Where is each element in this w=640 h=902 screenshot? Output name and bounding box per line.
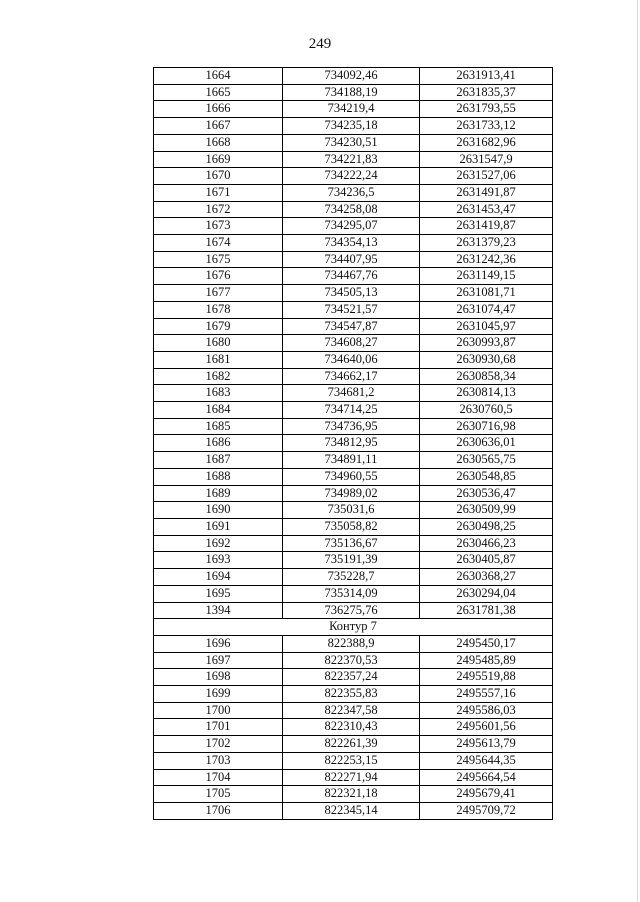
y-coordinate-cell: 2630636,01 [420, 435, 553, 452]
table-row [154, 168, 553, 185]
y-coordinate-cell: 2631547,9 [420, 151, 553, 168]
table-row [154, 686, 553, 703]
x-coordinate-cell: 735031,6 [283, 502, 420, 519]
table-row [154, 118, 553, 135]
x-coordinate-cell: 822370,53 [283, 652, 420, 669]
y-coordinate-cell: 2631682,96 [420, 134, 553, 151]
point-number-cell: 1697 [154, 652, 283, 669]
y-coordinate-cell: 2630930,68 [420, 351, 553, 368]
section-row [154, 619, 553, 636]
x-coordinate-cell: 734521,57 [283, 301, 420, 318]
table-row [154, 368, 553, 385]
point-number-cell: 1683 [154, 385, 283, 402]
point-number-cell: 1698 [154, 669, 283, 686]
point-number-cell: 1694 [154, 569, 283, 586]
y-coordinate-cell: 2630466,23 [420, 535, 553, 552]
y-coordinate-cell: 2630565,75 [420, 452, 553, 469]
y-coordinate-cell: 2631781,38 [420, 602, 553, 619]
table-row [154, 635, 553, 652]
y-coordinate-cell: 2631074,47 [420, 301, 553, 318]
y-coordinate-cell: 2631081,71 [420, 285, 553, 302]
x-coordinate-cell: 734235,18 [283, 118, 420, 135]
table-row [154, 736, 553, 753]
y-coordinate-cell: 2631527,06 [420, 168, 553, 185]
x-coordinate-cell: 734608,27 [283, 335, 420, 352]
point-number-cell: 1676 [154, 268, 283, 285]
x-coordinate-cell: 734736,95 [283, 418, 420, 435]
y-coordinate-cell: 2630993,87 [420, 335, 553, 352]
y-coordinate-cell: 2631379,23 [420, 235, 553, 252]
x-coordinate-cell: 734960,55 [283, 468, 420, 485]
table-row [154, 301, 553, 318]
x-coordinate-cell: 822253,15 [283, 752, 420, 769]
x-coordinate-cell: 734812,95 [283, 435, 420, 452]
y-coordinate-cell: 2495601,56 [420, 719, 553, 736]
table-row [154, 652, 553, 669]
table-row [154, 468, 553, 485]
table-row [154, 218, 553, 235]
y-coordinate-cell: 2495613,79 [420, 736, 553, 753]
point-number-cell: 1678 [154, 301, 283, 318]
table-row [154, 452, 553, 469]
point-number-cell: 1681 [154, 351, 283, 368]
x-coordinate-cell: 822271,94 [283, 769, 420, 786]
x-coordinate-cell: 734295,07 [283, 218, 420, 235]
table-row [154, 151, 553, 168]
point-number-cell: 1705 [154, 786, 283, 803]
point-number-cell: 1699 [154, 686, 283, 703]
x-coordinate-cell: 735228,7 [283, 569, 420, 586]
x-coordinate-cell: 734221,83 [283, 151, 420, 168]
x-coordinate-cell: 736275,76 [283, 602, 420, 619]
point-number-cell: 1690 [154, 502, 283, 519]
y-coordinate-cell: 2630858,34 [420, 368, 553, 385]
table-row [154, 669, 553, 686]
x-coordinate-cell: 734219,4 [283, 101, 420, 118]
point-number-cell: 1682 [154, 368, 283, 385]
x-coordinate-cell: 734354,13 [283, 235, 420, 252]
point-number-cell: 1672 [154, 201, 283, 218]
x-coordinate-cell: 734467,76 [283, 268, 420, 285]
table-row [154, 184, 553, 201]
y-coordinate-cell: 2495586,03 [420, 702, 553, 719]
table-row [154, 68, 553, 85]
table-row [154, 235, 553, 252]
table-row [154, 201, 553, 218]
table-row [154, 719, 553, 736]
y-coordinate-cell: 2631913,41 [420, 68, 553, 85]
x-coordinate-cell: 734681,2 [283, 385, 420, 402]
table-row [154, 569, 553, 586]
y-coordinate-cell: 2495644,35 [420, 752, 553, 769]
table-row [154, 585, 553, 602]
table-row [154, 485, 553, 502]
point-number-cell: 1704 [154, 769, 283, 786]
point-number-cell: 1666 [154, 101, 283, 118]
x-coordinate-cell: 822261,39 [283, 736, 420, 753]
x-coordinate-cell: 734236,5 [283, 184, 420, 201]
section-title: Контур 7 [154, 619, 553, 636]
y-coordinate-cell: 2630814,13 [420, 385, 553, 402]
y-coordinate-cell: 2631491,87 [420, 184, 553, 201]
y-coordinate-cell: 2631419,87 [420, 218, 553, 235]
table-row [154, 335, 553, 352]
point-number-cell: 1700 [154, 702, 283, 719]
point-number-cell: 1703 [154, 752, 283, 769]
point-number-cell: 1667 [154, 118, 283, 135]
point-number-cell: 1671 [154, 184, 283, 201]
point-number-cell: 1689 [154, 485, 283, 502]
x-coordinate-cell: 822388,9 [283, 635, 420, 652]
point-number-cell: 1669 [154, 151, 283, 168]
point-number-cell: 1701 [154, 719, 283, 736]
x-coordinate-cell: 734662,17 [283, 368, 420, 385]
coordinates-table [153, 67, 553, 820]
point-number-cell: 1679 [154, 318, 283, 335]
point-number-cell: 1706 [154, 802, 283, 819]
y-coordinate-cell: 2630294,04 [420, 585, 553, 602]
table-row [154, 402, 553, 419]
y-coordinate-cell: 2630368,27 [420, 569, 553, 586]
x-coordinate-cell: 822357,24 [283, 669, 420, 686]
x-coordinate-cell: 734222,24 [283, 168, 420, 185]
x-coordinate-cell: 734407,95 [283, 251, 420, 268]
page-number: 249 [308, 36, 332, 52]
x-coordinate-cell: 734640,06 [283, 351, 420, 368]
y-coordinate-cell: 2631835,37 [420, 84, 553, 101]
point-number-cell: 1680 [154, 335, 283, 352]
table-row [154, 602, 553, 619]
table-row [154, 786, 553, 803]
page-edge-line [637, 0, 638, 902]
y-coordinate-cell: 2630509,99 [420, 502, 553, 519]
y-coordinate-cell: 2630405,87 [420, 552, 553, 569]
table-row [154, 251, 553, 268]
point-number-cell: 1691 [154, 518, 283, 535]
point-number-cell: 1693 [154, 552, 283, 569]
x-coordinate-cell: 734989,02 [283, 485, 420, 502]
table-row [154, 502, 553, 519]
y-coordinate-cell: 2495450,17 [420, 635, 553, 652]
x-coordinate-cell: 734547,87 [283, 318, 420, 335]
table-row [154, 435, 553, 452]
x-coordinate-cell: 822345,14 [283, 802, 420, 819]
x-coordinate-cell: 822310,43 [283, 719, 420, 736]
table-row [154, 552, 553, 569]
x-coordinate-cell: 734092,46 [283, 68, 420, 85]
x-coordinate-cell: 822355,83 [283, 686, 420, 703]
point-number-cell: 1670 [154, 168, 283, 185]
table-row [154, 134, 553, 151]
table-row [154, 802, 553, 819]
x-coordinate-cell: 822347,58 [283, 702, 420, 719]
y-coordinate-cell: 2631793,55 [420, 101, 553, 118]
point-number-cell: 1695 [154, 585, 283, 602]
y-coordinate-cell: 2495679,41 [420, 786, 553, 803]
y-coordinate-cell: 2631733,12 [420, 118, 553, 135]
point-number-cell: 1688 [154, 468, 283, 485]
table-row [154, 285, 553, 302]
y-coordinate-cell: 2495664,54 [420, 769, 553, 786]
point-number-cell: 1665 [154, 84, 283, 101]
point-number-cell: 1685 [154, 418, 283, 435]
y-coordinate-cell: 2495557,16 [420, 686, 553, 703]
y-coordinate-cell: 2631045,97 [420, 318, 553, 335]
table-row [154, 418, 553, 435]
table-row [154, 351, 553, 368]
point-number-cell: 1687 [154, 452, 283, 469]
y-coordinate-cell: 2495519,88 [420, 669, 553, 686]
table-row [154, 101, 553, 118]
point-number-cell: 1702 [154, 736, 283, 753]
y-coordinate-cell: 2630548,85 [420, 468, 553, 485]
x-coordinate-cell: 734188,19 [283, 84, 420, 101]
point-number-cell: 1674 [154, 235, 283, 252]
point-number-cell: 1673 [154, 218, 283, 235]
point-number-cell: 1675 [154, 251, 283, 268]
x-coordinate-cell: 734891,11 [283, 452, 420, 469]
table-row [154, 318, 553, 335]
x-coordinate-cell: 735314,09 [283, 585, 420, 602]
point-number-cell: 1394 [154, 602, 283, 619]
point-number-cell: 1692 [154, 535, 283, 552]
table-row [154, 769, 553, 786]
point-number-cell: 1677 [154, 285, 283, 302]
y-coordinate-cell: 2495485,89 [420, 652, 553, 669]
table-row [154, 385, 553, 402]
table-row [154, 518, 553, 535]
x-coordinate-cell: 734714,25 [283, 402, 420, 419]
table-row [154, 535, 553, 552]
y-coordinate-cell: 2630536,47 [420, 485, 553, 502]
point-number-cell: 1686 [154, 435, 283, 452]
point-number-cell: 1684 [154, 402, 283, 419]
x-coordinate-cell: 734230,51 [283, 134, 420, 151]
y-coordinate-cell: 2631149,15 [420, 268, 553, 285]
table-row [154, 702, 553, 719]
y-coordinate-cell: 2495709,72 [420, 802, 553, 819]
table-row [154, 268, 553, 285]
y-coordinate-cell: 2630716,98 [420, 418, 553, 435]
x-coordinate-cell: 735136,67 [283, 535, 420, 552]
x-coordinate-cell: 734258,08 [283, 201, 420, 218]
x-coordinate-cell: 735058,82 [283, 518, 420, 535]
table-row [154, 752, 553, 769]
point-number-cell: 1664 [154, 68, 283, 85]
y-coordinate-cell: 2631453,47 [420, 201, 553, 218]
x-coordinate-cell: 735191,39 [283, 552, 420, 569]
y-coordinate-cell: 2630760,5 [420, 402, 553, 419]
table-row [154, 84, 553, 101]
point-number-cell: 1668 [154, 134, 283, 151]
x-coordinate-cell: 734505,13 [283, 285, 420, 302]
y-coordinate-cell: 2631242,36 [420, 251, 553, 268]
point-number-cell: 1696 [154, 635, 283, 652]
y-coordinate-cell: 2630498,25 [420, 518, 553, 535]
x-coordinate-cell: 822321,18 [283, 786, 420, 803]
